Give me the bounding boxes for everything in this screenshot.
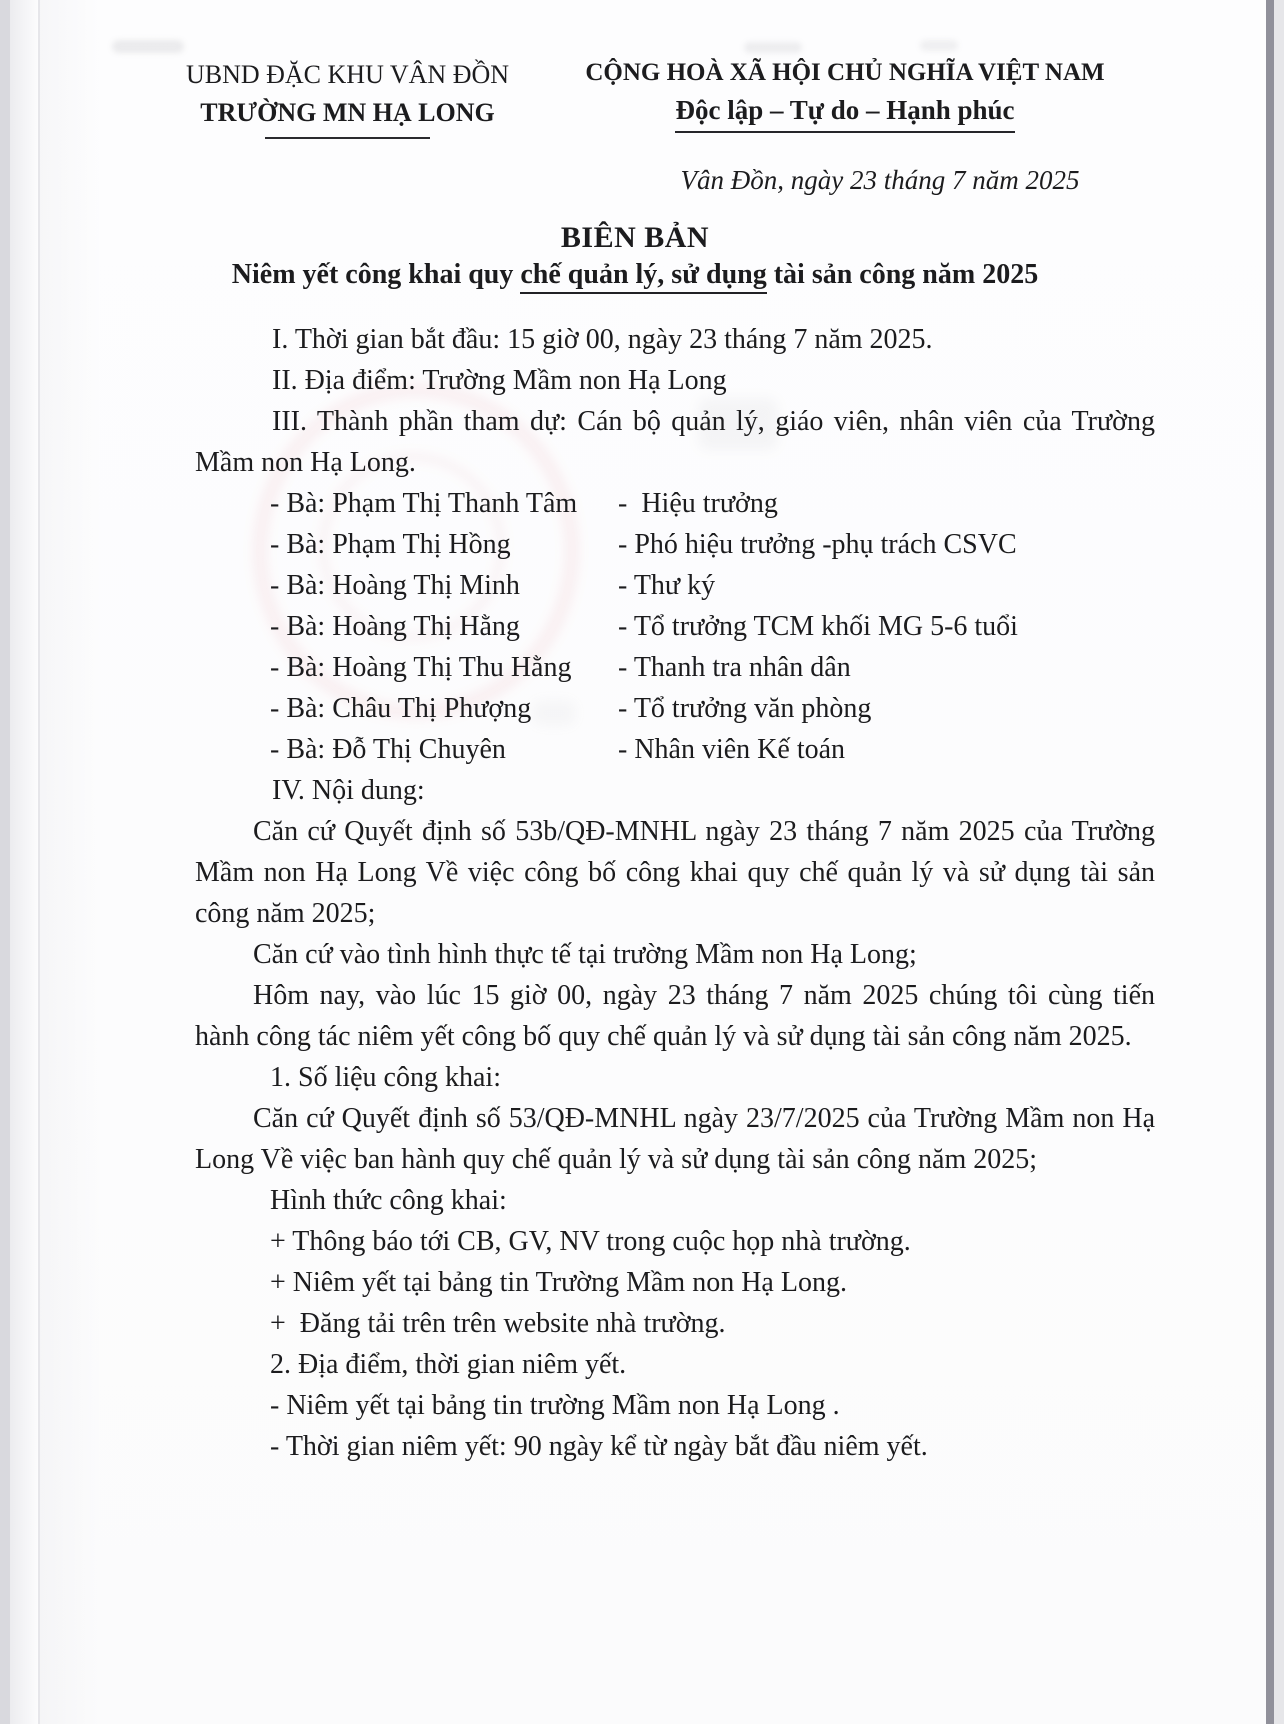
scan-edge-right-line bbox=[1266, 0, 1274, 1724]
scan-smudge-artifact bbox=[920, 40, 958, 51]
attendee-role: - Phó hiệu trưởng -phụ trách CSVC bbox=[618, 529, 1017, 560]
org-underline-rule bbox=[265, 137, 430, 139]
paragraph-proceedings: Hôm nay, vào lúc 15 giờ 00, ngày 23 tháng 7 năm 2025 chúng tôi cùng tiến hành công tác niêm yết công bố quy chế quản lý và sử dụng tài sản công năm 2025. bbox=[195, 980, 1155, 1052]
paragraph-basis-2: Căn cứ vào tình hình thực tế tại trường Mầm non Hạ Long; bbox=[253, 939, 917, 970]
scan-edge-left-mid bbox=[10, 0, 38, 1724]
scan-edge-left-outer bbox=[0, 0, 10, 1724]
attendee-row bbox=[195, 483, 1155, 524]
bullet-post-board: + Niêm yết tại bảng tin Trường Mầm non Hạ Long. bbox=[270, 1267, 847, 1298]
heading-public-forms: Hình thức công khai: bbox=[270, 1185, 507, 1216]
attendee-name: - Bà: Đỗ Thị Chuyên bbox=[270, 734, 506, 765]
paper-shading bbox=[40, 0, 100, 1724]
header-issuing-org bbox=[170, 58, 525, 139]
org-parent-name: UBND ĐẶC KHU VÂN ĐỒN bbox=[185, 60, 510, 89]
heading-location-time: 2. Địa điểm, thời gian niêm yết. bbox=[270, 1349, 627, 1380]
heading-public-data: 1. Số liệu công khai: bbox=[270, 1062, 501, 1093]
attendee-name: - Bà: Phạm Thị Hồng bbox=[270, 529, 511, 560]
section-participants: III. Thành phần tham dự: Cán bộ quản lý, giáo viên, nhân viên của Trường Mầm non Hạ Long. bbox=[195, 406, 1155, 478]
attendee-name: - Bà: Phạm Thị Thanh Tâm bbox=[270, 488, 578, 519]
dash-posting-duration: - Thời gian niêm yết: 90 ngày kể từ ngày bắt đầu niêm yết. bbox=[270, 1431, 928, 1462]
document-title: BIÊN BẢN bbox=[560, 221, 710, 254]
bullet-notify-staff: + Thông báo tới CB, GV, NV trong cuộc họp nhà trường. bbox=[270, 1226, 911, 1257]
org-school-name: TRƯỜNG MN HẠ LONG bbox=[200, 98, 495, 127]
attendee-role: - Tổ trưởng TCM khối MG 5-6 tuổi bbox=[618, 611, 1018, 642]
scan-smudge-artifact bbox=[744, 42, 802, 53]
header-national-motto bbox=[580, 54, 1110, 133]
place-date-line: Vân Đồn, ngày 23 tháng 7 năm 2025 bbox=[680, 165, 1080, 195]
attendee-row bbox=[195, 606, 1155, 647]
scan-smudge-artifact bbox=[112, 40, 184, 53]
attendee-name: - Bà: Châu Thị Phượng bbox=[270, 693, 532, 724]
attendee-name: - Bà: Hoàng Thị Thu Hằng bbox=[270, 652, 572, 683]
document-subtitle bbox=[150, 256, 1120, 294]
motto-line bbox=[580, 94, 1110, 133]
attendee-row bbox=[195, 524, 1155, 565]
section-time: I. Thời gian bắt đầu: 15 giờ 00, ngày 23 tháng 7 năm 2025. bbox=[272, 324, 933, 355]
section-place: II. Địa điểm: Trường Mầm non Hạ Long bbox=[272, 365, 727, 396]
subtitle-underlined: chế quản lý, sử dụng bbox=[520, 259, 766, 294]
attendee-role: - Thư ký bbox=[618, 570, 716, 601]
attendee-row bbox=[195, 729, 1155, 770]
attendee-row bbox=[195, 688, 1155, 729]
dash-posting-location: - Niêm yết tại bảng tin trường Mầm non Hạ Long . bbox=[270, 1390, 840, 1421]
attendee-row bbox=[195, 647, 1155, 688]
attendee-name: - Bà: Hoàng Thị Minh bbox=[270, 570, 520, 601]
attendee-role: - Nhân viên Kế toán bbox=[618, 734, 846, 765]
attendee-role: - Hiệu trưởng bbox=[618, 488, 778, 519]
attendee-name: - Bà: Hoàng Thị Hằng bbox=[270, 611, 520, 642]
scan-edge-right-outer bbox=[1274, 0, 1284, 1724]
national-title: CỘNG HOÀ XÃ HỘI CHỦ NGHĨA VIỆT NAM bbox=[585, 59, 1105, 86]
attendee-role: - Thanh tra nhân dân bbox=[618, 652, 851, 683]
attendee-role: - Tổ trưởng văn phòng bbox=[618, 693, 872, 724]
section-content-heading: IV. Nội dung: bbox=[272, 775, 425, 806]
paragraph-basis-1: Căn cứ Quyết định số 53b/QĐ-MNHL ngày 23 tháng 7 năm 2025 của Trường Mầm non Hạ Long Về việc công bố công khai quy chế quản lý và sử dụng tài sản công năm 2025; bbox=[195, 816, 1155, 929]
bullet-post-website: + Đăng tải trên trên website nhà trường. bbox=[270, 1308, 726, 1339]
subtitle-post: tài sản công năm 2025 bbox=[766, 259, 1039, 290]
subtitle-pre: Niêm yết công khai quy bbox=[231, 259, 521, 290]
paragraph-basis-3: Căn cứ Quyết định số 53/QĐ-MNHL ngày 23/7/2025 của Trường Mầm non Hạ Long Về việc ban hành quy chế quản lý và sử dụng tài sản công năm 2025; bbox=[195, 1103, 1155, 1175]
motto-text: Độc lập – Tự do – Hạnh phúc bbox=[675, 94, 1014, 133]
document-body bbox=[195, 319, 1155, 1467]
attendee-row bbox=[195, 565, 1155, 606]
